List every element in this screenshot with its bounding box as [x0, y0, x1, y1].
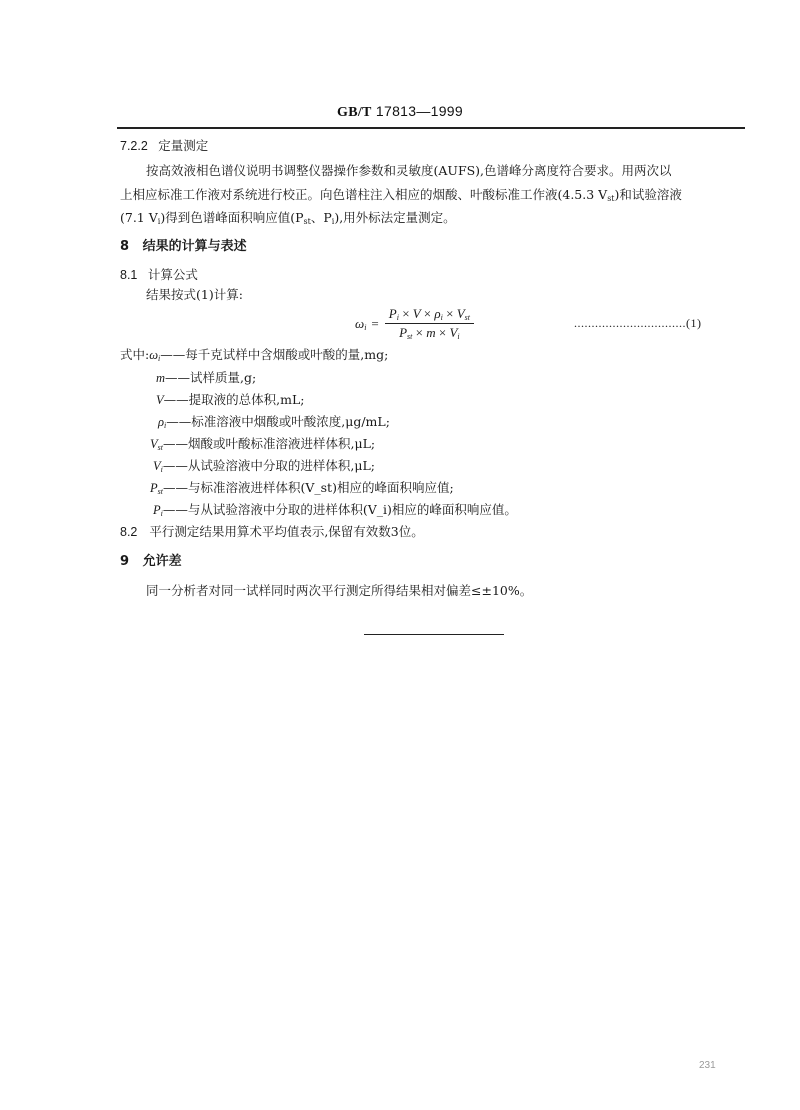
section-title: 计算公式 — [147, 268, 198, 282]
section-8-1-heading — [120, 266, 198, 284]
section-7-2-2-line2 — [120, 186, 682, 208]
variable-row — [158, 413, 390, 435]
section-8-2 — [120, 523, 424, 541]
variable-row — [156, 369, 256, 387]
variable-desc: ——烟酸或叶酸标准溶液进样体积,μL; — [162, 436, 376, 451]
section-title: 允许差 — [142, 554, 182, 569]
variable-symbol: $\rho_i$ — [158, 415, 167, 430]
variable-desc: ——标准溶液中烟酸或叶酸浓度,μg/mL; — [166, 414, 390, 429]
section-9-heading — [120, 553, 182, 571]
section-number: 8 — [120, 239, 130, 254]
subscript: i — [331, 217, 335, 226]
formula-fraction — [385, 306, 474, 341]
variable-row — [150, 435, 375, 457]
subscript: st — [607, 194, 615, 203]
variable-symbol: m — [156, 371, 166, 385]
document-header — [0, 103, 800, 121]
variable-desc: ——试样质量,g; — [165, 370, 257, 385]
section-7-2-2-heading — [120, 137, 208, 155]
variable-desc: ——提取液的总体积,mL; — [163, 392, 305, 407]
section-text: 平行测定结果用算术平均值表示,保留有效数3位。 — [149, 524, 424, 539]
section-9-text: 同一分析者对同一试样同时两次平行测定所得结果相对偏差≤±10%。 — [146, 583, 533, 598]
standard-prefix: GB/T — [337, 105, 372, 120]
variable-desc: ——每千克试样中含烟酸或叶酸的量,mg; — [160, 347, 389, 362]
where-label: 式中: — [120, 347, 150, 362]
subscript: st — [303, 217, 311, 226]
end-of-document-rule — [364, 634, 504, 635]
section-number: 8.1 — [120, 268, 138, 282]
section-title: 定量测定 — [158, 139, 209, 153]
variable-symbol: $P_{st}$ — [150, 481, 163, 496]
section-number: 9 — [120, 554, 130, 569]
formula-numerator: $P_i \times V \times \rho_i \times V_{st}$ — [385, 306, 474, 324]
formula-1 — [355, 306, 474, 341]
section-7-2-2-line3 — [120, 209, 456, 231]
variable-row — [120, 346, 388, 368]
text-span: )和试验溶液 — [614, 187, 682, 202]
formula-equals: = — [371, 315, 379, 331]
variable-symbol: $\omega_i$ — [149, 348, 161, 363]
section-number: 8.2 — [120, 525, 138, 539]
variable-row — [150, 479, 454, 501]
variable-symbol: $V_i$ — [153, 459, 163, 474]
formula-lhs: $\omega_i$ — [355, 315, 367, 332]
variable-desc: ——与标准溶液进样体积(V_st)相应的峰面积响应值; — [162, 480, 454, 495]
variable-symbol: V — [156, 393, 164, 407]
text-span: ),用外标法定量测定。 — [334, 210, 456, 225]
text-span: (7.1 V — [120, 210, 158, 225]
text-span: )得到色谱峰面积响应值(P — [160, 210, 304, 225]
section-title: 结果的计算与表述 — [142, 239, 247, 254]
standard-number: 17813—1999 — [375, 103, 463, 119]
section-7-2-2-line1: 按高效液相色谱仪说明书调整仪器操作参数和灵敏度(AUFS),色谱峰分离度符合要求。用两次以 — [146, 163, 672, 178]
variable-desc: ——从试验溶液中分取的进样体积,μL; — [162, 458, 375, 473]
page-number: 231 — [699, 1060, 716, 1071]
section-8-heading — [120, 238, 247, 256]
header-divider — [117, 127, 745, 129]
text-span: 、P — [310, 210, 332, 225]
section-number: 7.2.2 — [120, 139, 148, 153]
variable-symbol: $P_i$ — [153, 503, 163, 518]
variable-symbol: $V_{st}$ — [150, 437, 163, 452]
equation-label: (1) — [686, 316, 702, 330]
subscript: i — [157, 217, 161, 226]
variable-desc: ——与从试验溶液中分取的进样体积(V_i)相应的峰面积响应值。 — [162, 502, 517, 517]
formula-intro: 结果按式(1)计算: — [146, 287, 243, 302]
variable-row — [153, 501, 517, 523]
leader-dots: ................................ — [574, 316, 686, 330]
variable-row — [153, 457, 375, 479]
text-span: 上相应标准工作液对系统进行校正。向色谱柱注入相应的烟酸、叶酸标准工作液(4.5.3 V — [120, 187, 608, 202]
equation-number — [574, 316, 702, 331]
variable-row — [156, 391, 304, 409]
formula-denominator: $P_{st} \times m \times V_i$ — [399, 325, 460, 341]
